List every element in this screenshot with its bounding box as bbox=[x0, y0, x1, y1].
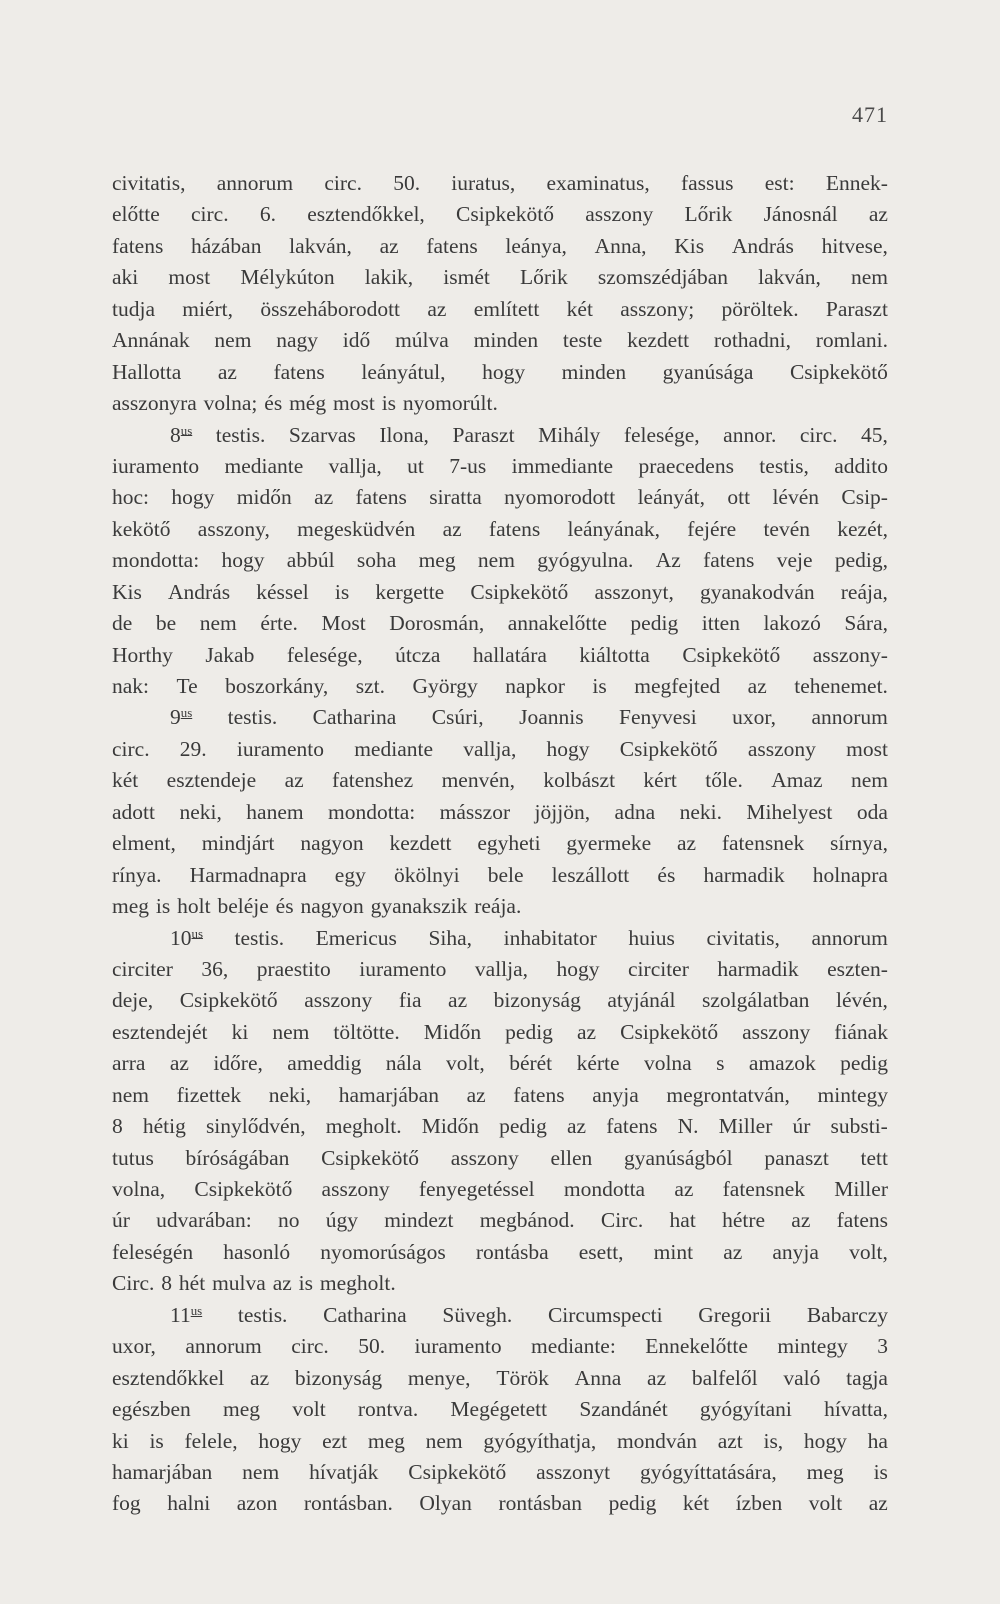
text-line: tudja miért, összeháborodott az említett két asszony; pöröltek. Paraszt bbox=[112, 296, 888, 321]
page-number: 471 bbox=[852, 102, 888, 127]
text-line: rínya. Harmadnapra egy ökölnyi bele leszállott és harmadik holnapra bbox=[112, 862, 888, 887]
testis-number-value: 9 bbox=[170, 705, 181, 730]
text-line: $10^{us}$ testis. Emericus Siha, inhabitator huius civitatis, annorum bbox=[112, 923, 888, 954]
text-line: mondotta: hogy abbúl soha meg nem gyógyulna. Az fatens veje pedig, bbox=[112, 548, 888, 573]
text-line: nak: Te boszorkány, szt. György napkor is megfejted az tehenemet. bbox=[112, 674, 888, 698]
testis-number bbox=[170, 702, 192, 733]
text-line: civitatis, annorum circ. 50. iuratus, examinatus, fassus est: Ennek- bbox=[112, 171, 888, 195]
text-line: tutus bíróságában Csipkekötő asszony ellen gyanúságból panaszt tett bbox=[112, 1145, 888, 1170]
text-line: deje, Csipkekötő asszony fia az bizonyság atyjánál szolgálatban lévén, bbox=[112, 988, 888, 1013]
text-line: asszonyra volna; és még most is nyomorúlt. bbox=[112, 391, 498, 416]
text-line: esztendőkkel az bizonyság menye, Török Anna az balfelől való tagja bbox=[112, 1365, 888, 1390]
text-line: hoc: hogy midőn az fatens siratta nyomorodott leányát, ott lévén Csip- bbox=[112, 485, 888, 510]
text-line: Horthy Jakab felesége, útcza hallatára kiáltotta Csipkekötő asszony- bbox=[112, 642, 888, 667]
testis-number bbox=[170, 923, 203, 954]
text-line: 8 hétig sinylődvén, megholt. Midőn pedig az fatens N. Miller úr substi- bbox=[112, 1114, 888, 1139]
text-line: volna, Csipkekötő asszony fenyegetéssel mondotta az fatensnek Miller bbox=[112, 1177, 888, 1201]
text-line: Circ. 8 hét mulva az is megholt. bbox=[112, 1271, 396, 1296]
text-line: két esztendeje az fatenshez menvén, kolbászt kért tőle. Amaz nem bbox=[112, 768, 888, 793]
text-line: iuramento mediante vallja, ut 7-us immediante praecedens testis, addito bbox=[112, 453, 888, 478]
text-line: circ. 29. iuramento mediante vallja, hogy Csipkekötő asszony most bbox=[112, 736, 888, 761]
testis-number bbox=[170, 1300, 202, 1331]
testis-number-suffix: us bbox=[180, 423, 193, 438]
text-line: hamarjában nem hívatják Csipkekötő asszonyt gyógyíttatására, meg is bbox=[112, 1459, 888, 1484]
text-line: Hallotta az fatens leányátul, hogy minden gyanúsága Csipkekötő bbox=[112, 359, 888, 384]
text-line: adott neki, hanem mondotta: másszor jöjjön, adna neki. Mihelyest oda bbox=[112, 799, 888, 824]
text-line: uxor, annorum circ. 50. iuramento mediante: Ennekelőtte mintegy 3 bbox=[112, 1334, 888, 1359]
text-line: $9^{us}$ testis. Catharina Csúri, Joannis Fenyvesi uxor, annorum bbox=[112, 702, 888, 733]
text-line: feleségén hasonló nyomorúságos rontásba esett, mint az anyja volt, bbox=[112, 1239, 888, 1264]
text-line: esztendejét ki nem töltötte. Midőn pedig az Csipkekötő asszony fiának bbox=[112, 1019, 888, 1044]
testis-number-suffix: us bbox=[180, 706, 193, 721]
text-line: $8^{us}$ testis. Szarvas Ilona, Paraszt Mihály felesége, annor. circ. 45, bbox=[112, 420, 888, 451]
testis-number-value: 8 bbox=[170, 422, 181, 447]
testis-number-value: 11 bbox=[170, 1302, 191, 1327]
text-line: fatens házában lakván, az fatens leánya, Anna, Kis András hitvese, bbox=[112, 233, 888, 258]
testis-number bbox=[170, 420, 192, 451]
text-line: egészben meg volt rontva. Megégetett Szandánét gyógyítani hívatta, bbox=[112, 1397, 888, 1422]
text-line: fog halni azon rontásban. Olyan rontásban pedig két ízben volt az bbox=[112, 1491, 888, 1516]
text-line: ki is felele, hogy ezt meg nem gyógyíthatja, mondván azt is, hogy ha bbox=[112, 1428, 888, 1453]
text-line: úr udvarában: no úgy mindezt megbánod. Circ. hat hétre az fatens bbox=[112, 1208, 888, 1233]
text-line: meg is holt beléje és nagyon gyanakszik reája. bbox=[112, 894, 522, 919]
text-line: de be nem érte. Most Dorosmán, annakelőtte pedig itten lakozó Sára, bbox=[112, 611, 888, 636]
text-line: $11^{us}$ testis. Catharina Süvegh. Circumspecti Gregorii Babarczy bbox=[112, 1300, 888, 1331]
text-line: Annának nem nagy idő múlva minden teste kezdett rothadni, romlani. bbox=[112, 328, 888, 353]
text-line: Kis András késsel is kergette Csipkekötő asszonyt, gyanakodván reája, bbox=[112, 579, 888, 604]
text-line: előtte circ. 6. esztendőkkel, Csipkekötő asszony Lőrik Jánosnál az bbox=[112, 202, 888, 227]
text-line: nem fizettek neki, hamarjában az fatens anyja megrontatván, mintegy bbox=[112, 1082, 888, 1107]
text-line: kekötő asszony, megesküdvén az fatens leányának, fejére tevén kezét, bbox=[112, 516, 888, 541]
testis-number-suffix: us bbox=[190, 1303, 203, 1318]
text-line: aki most Mélykúton lakik, ismét Lőrik szomszédjában lakván, nem bbox=[112, 265, 888, 290]
testis-number-suffix: us bbox=[191, 926, 203, 941]
text-line: arra az időre, ameddig nála volt, bérét kérte volna s amazok pedig bbox=[112, 1051, 888, 1076]
text-line: elment, mindjárt nagyon kezdett egyheti gyermeke az fatensnek sírnya, bbox=[112, 831, 888, 856]
body-text bbox=[112, 168, 888, 1520]
testis-number-value: 10 bbox=[170, 925, 192, 950]
text-line: circiter 36, praestito iuramento vallja, hogy circiter harmadik eszten- bbox=[112, 956, 888, 981]
